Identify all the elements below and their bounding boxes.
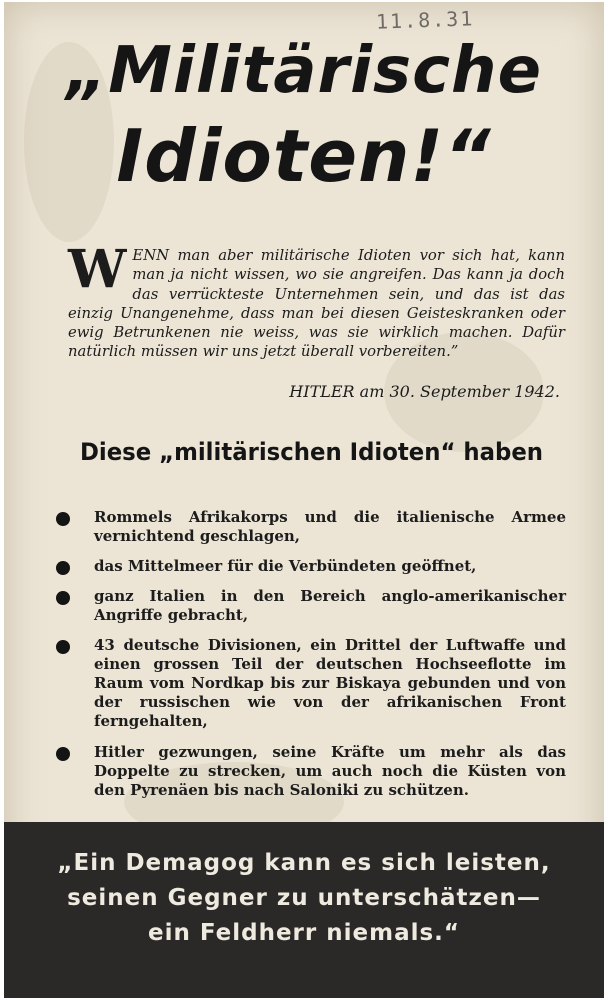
hitler-quote [68, 239, 565, 362]
headline-line-2: Idioten!“ [116, 114, 492, 198]
list-item [56, 587, 566, 625]
list-item [56, 508, 566, 546]
handwritten-date: 11.8.31 [375, 6, 475, 34]
list-item-text: Rommels Afrikakorps und die italienische Armee vernichtend geschlagen, [94, 508, 566, 545]
quote-attribution: HITLER am 30. September 1942. [289, 382, 560, 401]
list-item-text: 43 deutsche Divisionen, ein Drittel der Luftwaffe und einen grossen Teil der deutschen Hochseeflotte im Raum vom Nordkap bis zur Biskaya gebunden und von der russischen wie von der afrikanischen Front ferngehalten, [94, 636, 566, 730]
list-item-text: das Mittelmeer für die Verbündeten geöffnet, [94, 557, 477, 575]
section-title: Diese „militärischen Idioten“ haben [79, 438, 544, 466]
banner-quote [4, 846, 604, 951]
banner-line-1: „Ein Demagog kann es sich leisten, [57, 850, 551, 876]
list-item-text: ganz Italien in den Bereich anglo-amerikanischer Angriffe gebracht, [94, 587, 566, 624]
quote-banner [4, 822, 604, 998]
bullet-icon [56, 591, 70, 605]
quote-text: ENN man aber militärische Idioten vor sich hat, kann man ja nicht wissen, wo sie angreifen. Das kann ja doch das verrückteste Unternehmen sein, und das ist das einzig Unangenehme, dass man bei diesen Geisteskranken oder ewig Betrunkenen nie weiss, was sie wirklich machen. Dafür natürlich müssen wir uns jetzt überall vorbereiten.” [68, 247, 565, 361]
list-item [56, 636, 566, 731]
list-item [56, 557, 566, 576]
headline-line-1: „Militärische [66, 34, 542, 108]
bullet-icon [56, 561, 70, 575]
bullet-icon [56, 640, 70, 654]
bullet-icon [56, 512, 70, 526]
list-item-text: Hitler gezwungen, seine Kräfte um mehr als das Doppelte zu strecken, um auch noch die Küsten von den Pyrenäen bis nach Saloniki zu schützen. [94, 743, 566, 799]
achievements-list [56, 508, 566, 800]
banner-line-2: seinen Gegner zu unterschätzen— [67, 885, 541, 911]
bullet-icon [56, 747, 70, 761]
leaflet-page [4, 2, 604, 998]
banner-line-3: ein Feldherr niemals.“ [147, 920, 461, 946]
drop-cap: W [68, 239, 127, 300]
list-item [56, 743, 566, 800]
